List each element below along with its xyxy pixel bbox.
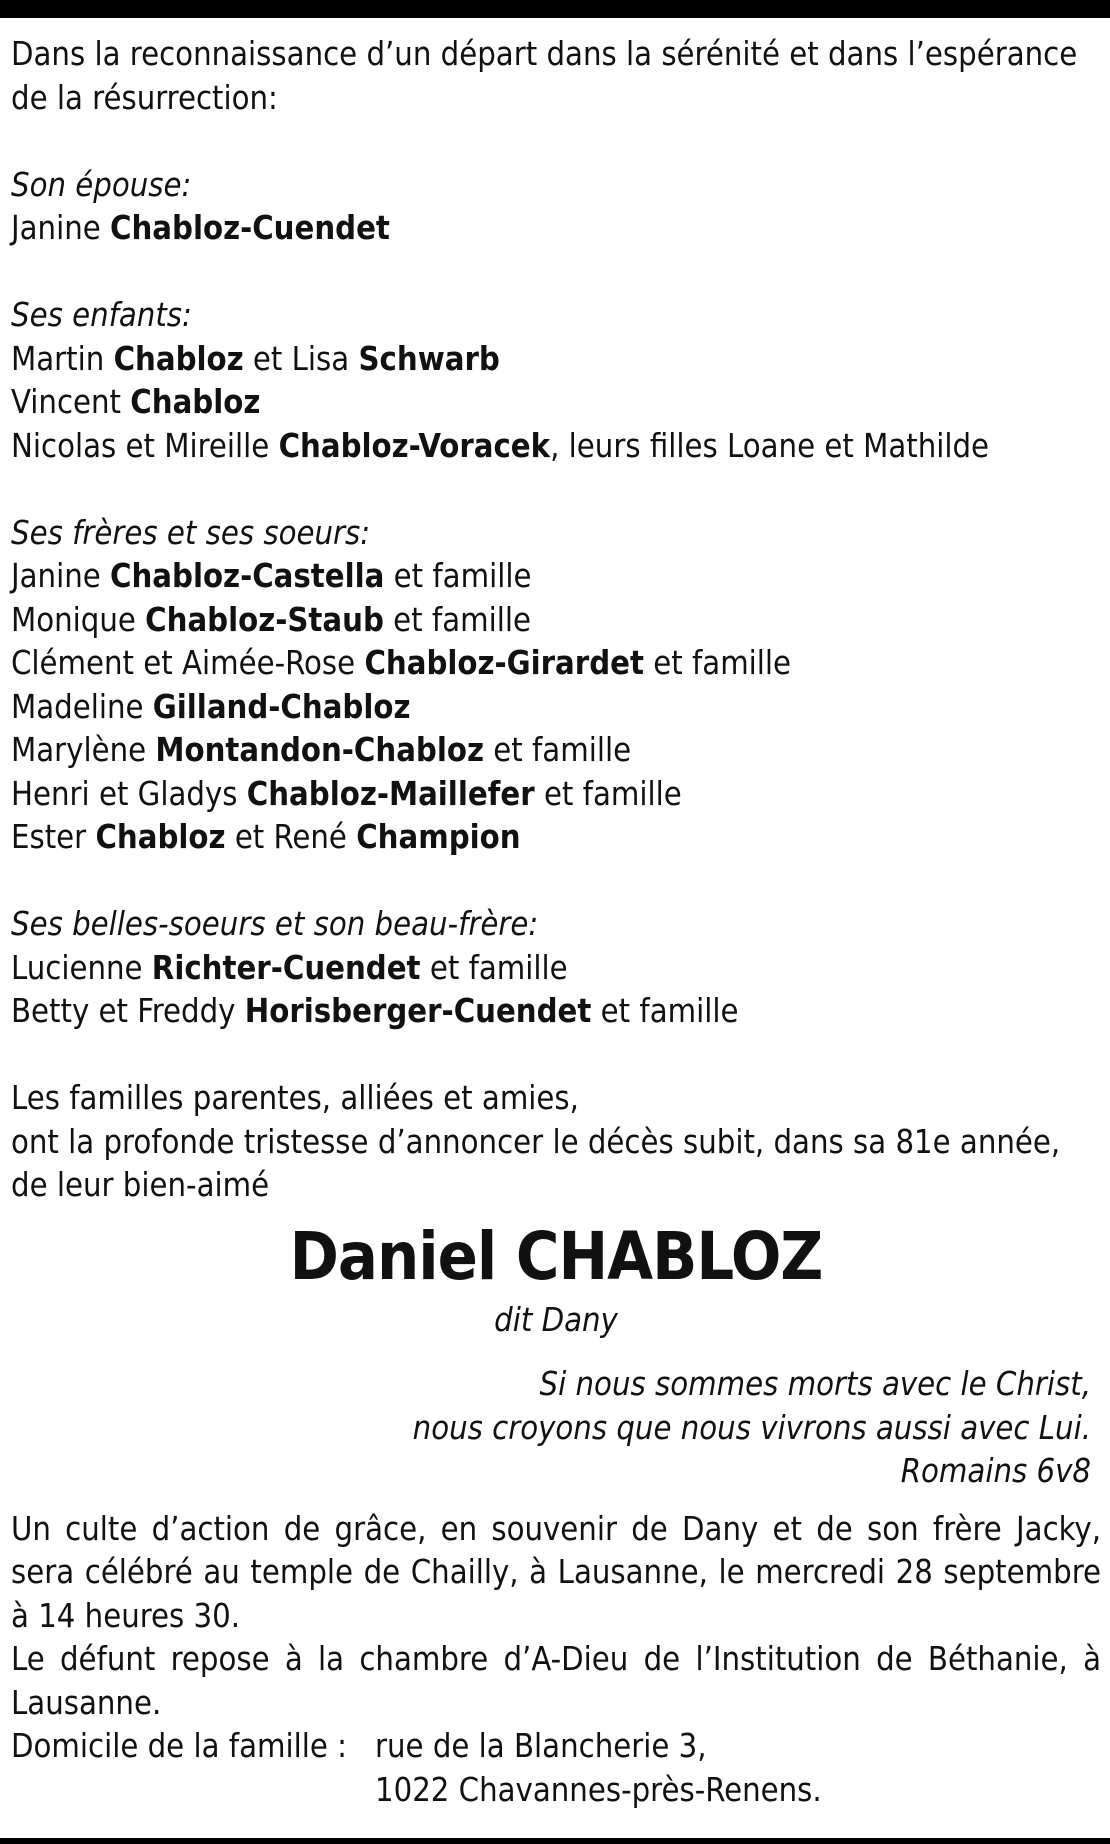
- sibling-given-names: Clément et Aimée-Rose: [11, 644, 365, 682]
- announcement-line-3: de leur bien-aimé: [11, 1166, 270, 1204]
- in-law-given-names: Betty et Freddy: [11, 992, 245, 1030]
- in-law-given-names: Lucienne: [11, 948, 152, 987]
- spacer: [11, 468, 1101, 512]
- sibling-surname: Chabloz-Maillefer: [246, 774, 535, 813]
- verse-line-1: Si nous sommes morts avec le Christ,: [539, 1365, 1091, 1403]
- child-surname: Chabloz: [130, 383, 261, 421]
- announcement-line-2: ont la profonde tristesse d’annoncer le décès subit, dans sa 81e année,: [11, 1122, 1061, 1161]
- service-details: Un culte d’action de grâce, en souvenir de Dany et de son frère Jacky, sera célébré au temple de Chailly, à Lausanne, le mercredi 28 septembre à 14 heures 30.: [11, 1509, 1101, 1635]
- sibling-entry: [11, 686, 1101, 730]
- sibling-suffix: et famille: [383, 600, 531, 639]
- sibling-surname: Chabloz-Castella: [110, 557, 385, 595]
- children-heading: Ses enfants:: [11, 296, 192, 334]
- in-laws-heading: Ses belles-soeurs et son beau-frère:: [11, 905, 539, 943]
- child-connector: et Lisa: [243, 339, 359, 378]
- sibling-entry: [11, 599, 1101, 643]
- in-law-surname: Horisberger-Cuendet: [244, 992, 592, 1030]
- sibling-given-names: Henri et Gladys: [11, 774, 247, 813]
- sibling-surname: Chabloz-Girardet: [364, 644, 644, 682]
- sibling-given-names: Ester: [11, 818, 96, 856]
- child-given-names: Vincent: [11, 383, 131, 421]
- sibling-given-names: Monique: [11, 600, 146, 639]
- spouse-heading: Son épouse:: [11, 165, 192, 204]
- child-surname: Chabloz: [113, 339, 244, 378]
- partner-surname: Champion: [356, 818, 521, 856]
- family-address: [11, 1725, 1101, 1812]
- deceased-name: Daniel CHABLOZ: [289, 1217, 823, 1295]
- obituary-notice: [11, 33, 1101, 1812]
- address-city: 1022 Chavannes-près-Renens.: [375, 1770, 822, 1809]
- sibling-entry: [11, 642, 1101, 686]
- spouse-last-name: Chabloz-Cuendet: [110, 209, 390, 247]
- verse-reference: Romains 6v8: [900, 1452, 1091, 1490]
- repose-details: Le défunt repose à la chambre d’A-Dieu de l’Institution de Béthanie, à Lausanne.: [11, 1640, 1101, 1722]
- in-law-surname: Richter-Cuendet: [151, 948, 421, 987]
- top-border-rule: [0, 0, 1110, 18]
- in-law-suffix: et famille: [591, 992, 739, 1030]
- child-entry: [11, 425, 1101, 469]
- spacer: [11, 1494, 1101, 1508]
- address-street: rue de la Blancherie 3,: [375, 1727, 707, 1765]
- sibling-suffix: et famille: [534, 774, 682, 813]
- in-law-entry: [11, 947, 1101, 991]
- spouse-first-name: Janine: [11, 209, 101, 247]
- announcement-line-1: Les familles parentes, alliées et amies,: [11, 1079, 579, 1117]
- sibling-given-names: Madeline: [11, 687, 153, 726]
- verse-line-2: nous croyons que nous vivrons aussi avec Lui.: [412, 1408, 1091, 1447]
- sibling-connector: et René: [225, 818, 357, 856]
- child-surname: Chabloz-Voracek: [278, 426, 551, 465]
- sibling-entry: [11, 816, 1101, 860]
- child-given-names: Nicolas et Mireille: [11, 426, 279, 465]
- sibling-entry: [11, 555, 1101, 599]
- sibling-surname: Chabloz-Staub: [145, 600, 384, 639]
- spacer: [11, 1034, 1101, 1078]
- sibling-suffix: et famille: [483, 731, 632, 769]
- child-entry: [11, 381, 1101, 425]
- in-law-suffix: et famille: [420, 948, 568, 987]
- spacer: [11, 251, 1101, 295]
- address-label: Domicile de la famille :: [11, 1727, 347, 1765]
- spouse-entry: [11, 207, 1101, 251]
- address-lines: [375, 1725, 822, 1812]
- spacer: [11, 860, 1101, 904]
- intro-line-2: de la résurrection:: [11, 78, 278, 117]
- child-given-names: Martin: [11, 339, 114, 378]
- sibling-given-names: Marylène: [11, 731, 156, 769]
- in-law-entry: [11, 990, 1101, 1034]
- scripture-verse: [11, 1363, 1101, 1494]
- siblings-heading: Ses frères et ses soeurs:: [11, 513, 371, 552]
- sibling-surname: Chabloz: [95, 818, 226, 856]
- intro-line-1: Dans la reconnaissance d’un départ dans la sérénité et dans l’espérance: [11, 35, 1078, 73]
- child-suffix: , leurs filles Loane et Mathilde: [550, 426, 990, 465]
- sibling-entry: [11, 729, 1101, 773]
- sibling-entry: [11, 773, 1101, 817]
- bottom-border-rule: [0, 1838, 1110, 1844]
- partner-surname: Schwarb: [358, 339, 500, 378]
- sibling-suffix: et famille: [384, 557, 532, 595]
- sibling-given-names: Janine: [11, 557, 111, 595]
- deceased-nickname: dit Dany: [494, 1300, 618, 1339]
- child-entry: [11, 338, 1101, 382]
- sibling-surname: Gilland-Chabloz: [152, 687, 411, 726]
- sibling-surname: Montandon-Chabloz: [155, 731, 484, 769]
- spacer: [11, 120, 1101, 164]
- sibling-suffix: et famille: [643, 644, 792, 682]
